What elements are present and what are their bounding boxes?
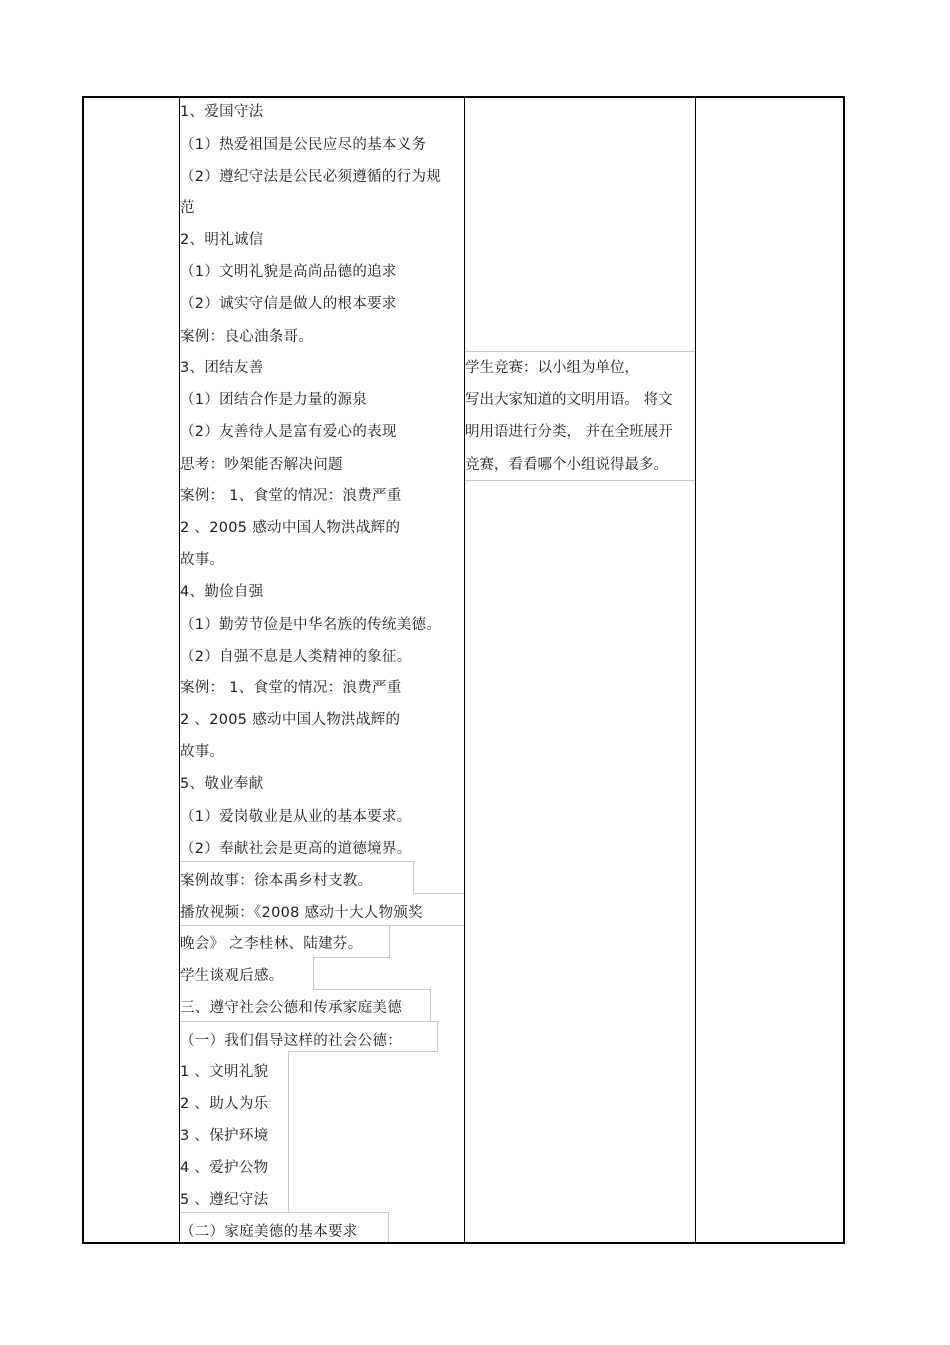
content-line: （2）奉献社会是更高的道德境界。 <box>180 841 412 857</box>
content-line: （1）热爱祖国是公民应尽的基本义务 <box>180 137 427 153</box>
content-line: 故事。 <box>180 552 225 568</box>
content-line: （二）家庭美德的基本要求 <box>180 1224 358 1240</box>
content-line: （1）爱岗敬业是从业的基本要求。 <box>180 809 412 825</box>
content-line: 2 、助人为乐 <box>180 1096 269 1112</box>
content-line: （2）遵纪守法是公民必须遵循的行为规 <box>180 169 442 185</box>
text-box-edge <box>313 957 390 958</box>
content-line: 学生谈观后感。 <box>180 968 284 984</box>
content-line: （1）勤劳节俭是中华名族的传统美德。 <box>180 617 442 633</box>
text-box-edge <box>437 1021 438 1052</box>
column-divider-3 <box>695 96 696 1244</box>
content-line: 5 、遵纪守法 <box>180 1192 269 1208</box>
text-box-edge <box>180 925 464 926</box>
text-box-edge <box>389 925 390 957</box>
content-line: 1 、文明礼貌 <box>180 1064 269 1080</box>
text-box-edge <box>313 957 314 989</box>
content-line: （1）团结合作是力量的源泉 <box>180 392 368 408</box>
content-line: 晚会》 之李桂林、陆建芬。 <box>180 936 363 952</box>
table-right-border <box>843 96 845 1244</box>
content-line: 三、遵守社会公德和传承家庭美德 <box>180 1000 402 1016</box>
content-line: （2）诚实守信是做人的根本要求 <box>180 296 397 312</box>
content-line: 案例：良心油条哥。 <box>180 329 314 345</box>
content-line: 故事。 <box>180 744 225 760</box>
text-box-edge <box>430 989 431 1021</box>
content-line: 范 <box>180 200 195 216</box>
activity-line: 写出大家知道的文明用语。 将文 <box>465 392 673 408</box>
content-line: 4 、爱护公物 <box>180 1160 269 1176</box>
activity-top-rule <box>465 351 695 352</box>
content-line: （1）文明礼貌是高尚品德的追求 <box>180 264 397 280</box>
text-box-edge <box>388 1212 389 1242</box>
content-line: 1、爱国守法 <box>180 104 264 120</box>
text-box-edge <box>288 1051 289 1212</box>
content-line: 案例： 1、食堂的情况：浪费严重 <box>180 488 402 504</box>
content-line: 3 、保护环境 <box>180 1128 269 1144</box>
text-box-edge <box>180 1212 389 1213</box>
content-line: 案例： 1、食堂的情况：浪费严重 <box>180 680 402 696</box>
activity-line: 明用语进行分类， 并在全班展开 <box>465 424 673 440</box>
text-box-edge <box>413 893 464 894</box>
content-line: 播放视频：《2008 感动十大人物颁奖 <box>180 905 423 921</box>
content-line: 3、团结友善 <box>180 360 264 376</box>
text-box-edge <box>180 1021 438 1022</box>
activity-bottom-rule <box>465 480 695 481</box>
content-line: 案例故事：徐本禹乡村支教。 <box>180 873 373 889</box>
content-line: 2、明礼诚信 <box>180 232 264 248</box>
content-line: 2 、2005 感动中国人物洪战辉的 <box>180 520 401 536</box>
activity-line: 竞赛，看看哪个小组说得最多。 <box>465 457 668 473</box>
content-line: （2）友善待人是富有爱心的表现 <box>180 424 397 440</box>
content-line: 5、敬业奉献 <box>180 776 264 792</box>
text-box-edge <box>313 989 431 990</box>
content-line: （一）我们倡导这样的社会公德： <box>180 1033 402 1049</box>
content-line: 4、勤俭自强 <box>180 584 264 600</box>
content-line: （2）自强不息是人类精神的象征。 <box>180 649 412 665</box>
content-line: 思考：吵架能否解决问题 <box>180 457 343 473</box>
activity-line: 学生竞赛：以小组为单位， <box>465 360 639 376</box>
text-box-edge <box>288 1051 438 1052</box>
content-line: 2 、2005 感动中国人物洪战辉的 <box>180 712 401 728</box>
text-box-edge <box>413 861 414 893</box>
column-divider-2 <box>464 96 465 1244</box>
text-box-edge <box>180 861 414 862</box>
table-left-border <box>82 96 84 1244</box>
